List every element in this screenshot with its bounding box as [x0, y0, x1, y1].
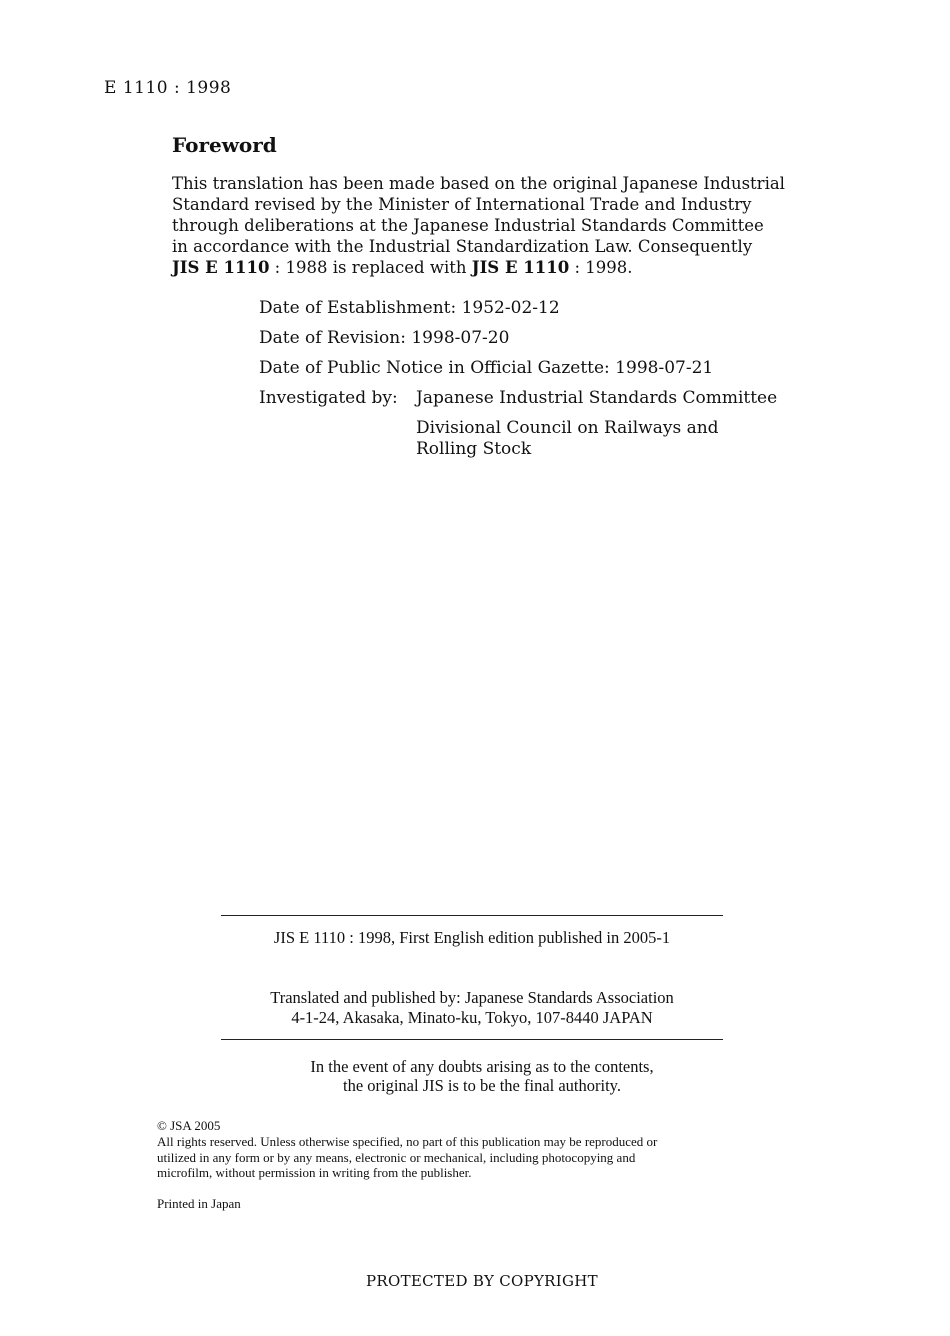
divider-bottom: [221, 1039, 723, 1040]
date-public-notice: Date of Public Notice in Official Gazette: 1998-07-21: [259, 358, 714, 378]
paragraph-line: [172, 257, 792, 278]
foreword-paragraph: [172, 173, 792, 278]
standard-ref-old: JIS E 1110: [172, 258, 270, 277]
foreword-title: Foreword: [172, 133, 277, 157]
investigated-council-cont: Rolling Stock: [416, 439, 532, 459]
investigated-label: Investigated by:: [259, 388, 398, 408]
investigated-council: Divisional Council on Railways and: [416, 418, 719, 438]
paragraph-line: through deliberations at the Japanese Industrial Standards Committee: [172, 216, 764, 235]
paragraph-line: in accordance with the Industrial Standardization Law. Consequently: [172, 237, 753, 256]
rights-line: microfilm, without permission in writing from the publisher.: [157, 1165, 472, 1180]
document-code: E 1110 : 1998: [104, 78, 232, 98]
divider-top: [221, 915, 723, 916]
investigated-committee: Japanese Industrial Standards Committee: [416, 388, 778, 408]
rights-line: All rights reserved. Unless otherwise specified, no part of this publication may be reproduced or: [157, 1134, 658, 1149]
rights-line: utilized in any form or by any means, electronic or mechanical, including photocopying and: [157, 1149, 636, 1165]
printed-in: Printed in Japan: [157, 1196, 241, 1211]
edition-line: JIS E 1110 : 1998, First English edition published in 2005-1: [273, 928, 671, 947]
copyright-footer: PROTECTED BY COPYRIGHT: [366, 1272, 598, 1290]
authority-line: In the event of any doubts arising as to the contents,: [310, 1057, 654, 1076]
paragraph-text: : 1988 is replaced with: [269, 258, 472, 277]
publisher-line: Translated and published by: Japanese Standards Association: [270, 988, 674, 1007]
standard-ref-new: JIS E 1110: [471, 258, 570, 277]
paragraph-line: This translation has been made based on the original Japanese Industrial: [172, 174, 785, 193]
publisher-address: 4-1-24, Akasaka, Minato-ku, Tokyo, 107-8440 JAPAN: [291, 1008, 653, 1027]
date-establishment: Date of Establishment: 1952-02-12: [259, 298, 560, 318]
rights-notice: [157, 1134, 789, 1181]
paragraph-line: Standard revised by the Minister of International Trade and Industry: [172, 195, 752, 214]
date-revision: Date of Revision: 1998-07-20: [259, 328, 510, 348]
paragraph-text: : 1998.: [569, 258, 633, 277]
copyright-mark: © JSA 2005: [157, 1118, 221, 1133]
authority-line: the original JIS is to be the final authority.: [342, 1076, 621, 1095]
